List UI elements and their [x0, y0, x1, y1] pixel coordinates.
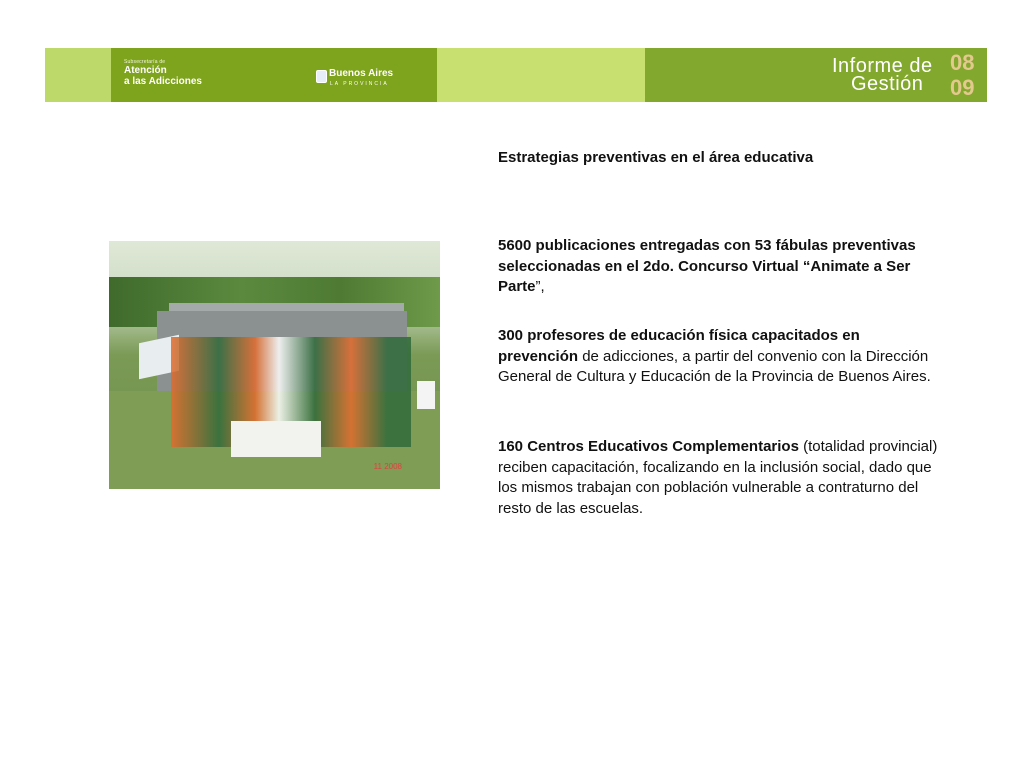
paragraph-text: (totalidad provincial) reciben capacitación, focalizando en la inclusión social, dado que los mismos trabajan con población vulnerable a contraturno del resto de las escuelas.: [498, 438, 938, 517]
photo-date-stamp: 11 2008: [373, 462, 402, 471]
banner-band-middle: [437, 48, 645, 102]
paragraph-publications: [498, 236, 938, 298]
paragraph-teachers: [498, 326, 938, 388]
paragraph-centers: [498, 437, 938, 519]
province-subtitle: LA PROVINCIA: [330, 81, 389, 87]
province-shield-icon: [316, 70, 327, 83]
photo-children: [231, 421, 321, 457]
group-photo: [109, 241, 440, 489]
report-title-line1: Informe de: [832, 55, 933, 77]
org-name-logo: Atención a las Adicciones: [124, 65, 202, 87]
paragraph-bold-text: 300 profesores de educación física capacitados en prevención: [498, 327, 860, 365]
photo-chair: [417, 381, 435, 409]
slide-heading: Estrategias preventivas en el área educativa: [498, 149, 814, 166]
banner-band-right: [645, 48, 987, 102]
report-title-line2: Gestión: [851, 73, 924, 95]
paragraph-bold-text: 5600 publicaciones entregadas con 53 fábulas preventivas seleccionadas en el 2do. Concurso Virtual “Animate a Ser Parte: [498, 237, 916, 295]
banner-band-left: [45, 48, 111, 102]
org-subtitle: Subsecretaría de: [124, 59, 166, 65]
report-year-line2: 09: [950, 75, 975, 100]
paragraph-text: de adicciones, a partir del convenio con la Dirección General de Cultura y Educación de la Provincia de Buenos Aires.: [498, 347, 931, 385]
paragraph-bold-text: 160 Centros Educativos Complementarios: [498, 438, 799, 455]
header-banner: [45, 48, 987, 102]
paragraph-text: ”,: [535, 278, 545, 295]
province-title: Buenos Aires: [329, 68, 394, 79]
report-year-line1: 08: [950, 50, 975, 75]
